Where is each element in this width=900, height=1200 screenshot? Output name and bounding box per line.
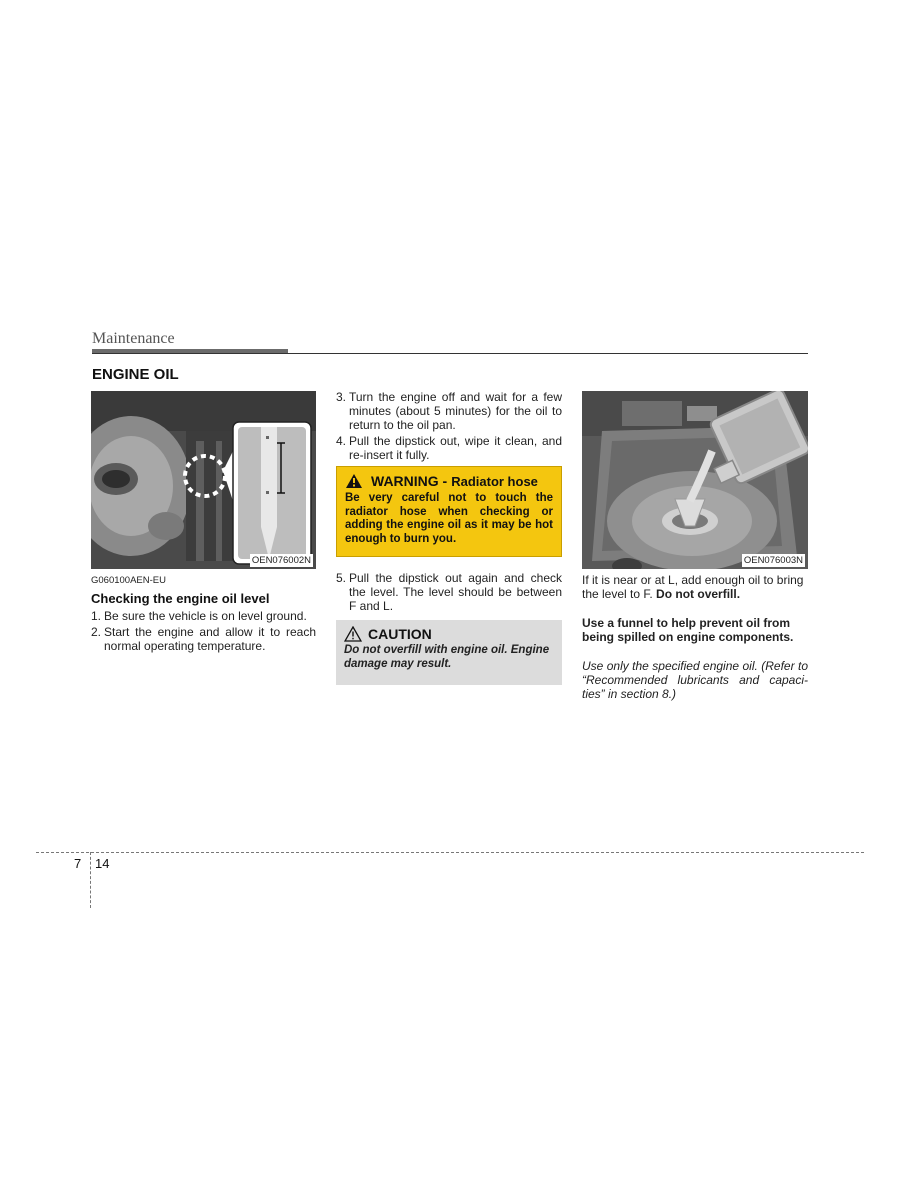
steps-list-middle-a bbox=[336, 390, 562, 462]
procedure-code: G060100AEN-EU bbox=[91, 575, 166, 586]
warning-subject: Radiator hose bbox=[451, 473, 538, 489]
middle-column bbox=[336, 390, 562, 464]
caution-triangle-icon bbox=[344, 626, 362, 642]
list-item: 1. Be sure the vehicle is on level ground. bbox=[91, 609, 307, 623]
header-rule bbox=[92, 353, 808, 354]
overfill-paragraph: If it is near or at L, add enough oil to bring the level to F. Do not overfill. bbox=[582, 573, 804, 601]
subheading: Checking the engine oil level bbox=[91, 591, 270, 606]
list-item: 5. Pull the dipstick out again and check the level. The level should be between F and L. bbox=[336, 571, 562, 613]
list-item: 3. Turn the engine off and wait for a few minutes (about 5 minutes) for the oil to return to the oil pan. bbox=[336, 390, 562, 432]
warning-heading bbox=[345, 473, 553, 489]
middle-column-b bbox=[336, 571, 562, 615]
image-code-right: OEN076003N bbox=[743, 555, 803, 566]
warning-triangle-icon bbox=[345, 473, 363, 489]
chapter-number: 7 bbox=[74, 856, 82, 871]
list-item: 4. Pull the dipstick out, wipe it clean, and re-insert it fully. bbox=[336, 434, 562, 462]
warning-label: WARNING - bbox=[371, 473, 448, 489]
caution-label: CAUTION bbox=[368, 626, 432, 642]
steps-list-left bbox=[91, 609, 316, 653]
left-column bbox=[91, 574, 316, 655]
funnel-paragraph: Use a funnel to help prevent oil from being spilled on engine components. bbox=[582, 616, 794, 644]
dipstick-photo bbox=[91, 391, 316, 569]
oil-funnel-photo bbox=[582, 391, 808, 569]
caution-body: Do not overfill with engine oil. Engine damage may result. bbox=[344, 644, 550, 670]
steps-list-middle-b bbox=[336, 571, 562, 613]
page-title: ENGINE OIL bbox=[92, 366, 179, 383]
image-code-left: OEN076002N bbox=[251, 555, 311, 566]
page-number: 14 bbox=[95, 856, 110, 871]
list-item: 2. Start the engine and allow it to reach normal operating temperature. bbox=[91, 625, 316, 653]
section-name: Maintenance bbox=[92, 330, 175, 347]
caution-heading bbox=[344, 626, 554, 642]
specified-oil-paragraph: Use only the specified engine oil. (Refer to “Recommended lubricants and capaci-ties” in section 8.) bbox=[582, 659, 808, 701]
warning-body: Be very careful not to touch the radiator hose when checking or adding the engine oil as it may be hot enough to burn you. bbox=[345, 492, 553, 545]
right-column bbox=[582, 573, 808, 701]
warning-box bbox=[336, 466, 562, 557]
footer-dashed-divider bbox=[90, 852, 91, 908]
footer-dashed-rule bbox=[36, 852, 864, 853]
caution-box bbox=[336, 620, 562, 685]
